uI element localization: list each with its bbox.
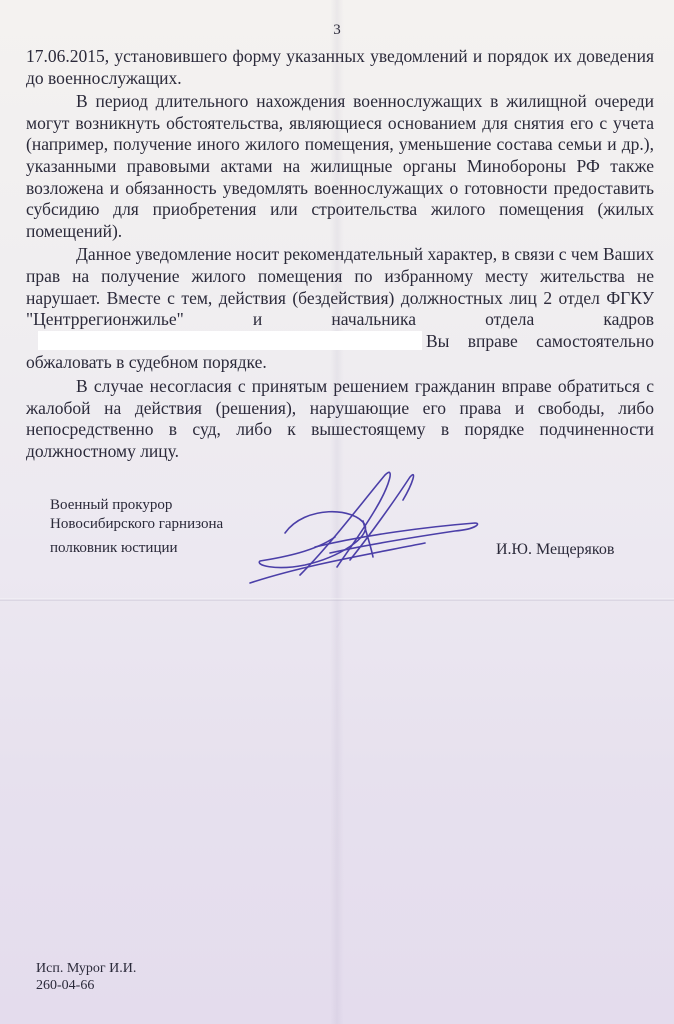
signatory-title-line-1: Военный прокурор: [50, 497, 173, 513]
paper-fold: [0, 598, 674, 601]
paragraph-3: [26, 244, 654, 374]
document-body: [26, 46, 654, 462]
handwritten-signature: [245, 465, 485, 590]
executor-info: [36, 960, 136, 994]
signatory-title: [50, 496, 223, 534]
page-number: 3: [333, 22, 341, 38]
executor-phone: 260-04-66: [36, 978, 95, 993]
paragraph-1: 17.06.2015, установившего форму указанных уведомлений и порядок их доведения до военнослужащих.: [26, 46, 654, 88]
paragraph-3-end: Вы вправе самостоятельно обжаловать в судебном порядке.: [26, 330, 654, 373]
signatory-name: И.Ю. Мещеряков: [496, 541, 615, 558]
signatory-rank: полковник юстиции: [50, 540, 178, 556]
signatory-title-line-2: Новосибирского гарнизона: [50, 516, 224, 532]
executor-name: Исп. Мурог И.И.: [36, 961, 137, 976]
paragraph-3-start: Данное уведомление носит рекомендательный характер, в связи с чем Ваших прав на получение жилого помещения по избранному месту жительства не нарушает. Вместе с тем, действия (бездействия) должностных лиц 2 отдел ФГКУ "Центррегионжилье" и начальника отдела кадров: [26, 244, 654, 330]
redaction-box: [38, 331, 422, 350]
paragraph-4: В случае несогласия с принятым решением гражданин вправе обратиться с жалобой на действия (решения), нарушающие его права и свободы, либо непосредственно в суд, либо к вышестоящему в порядке подчиненности должностному лицу.: [26, 375, 654, 461]
paragraph-2: В период длительного нахождения военнослужащих в жилищной очереди могут возникнуть обстоятельства, являющиеся основанием для снятия его с учета (например, получение иного жилого помещения, уменьшение состава семьи и др.), указанными правовыми актами на жилищные органы Минобороны РФ также возложена и обязанность уведомлять военнослужащих о готовности предоставить субсидию для приобретения или строительства жилого помещения (жилых помещений).: [26, 91, 654, 241]
